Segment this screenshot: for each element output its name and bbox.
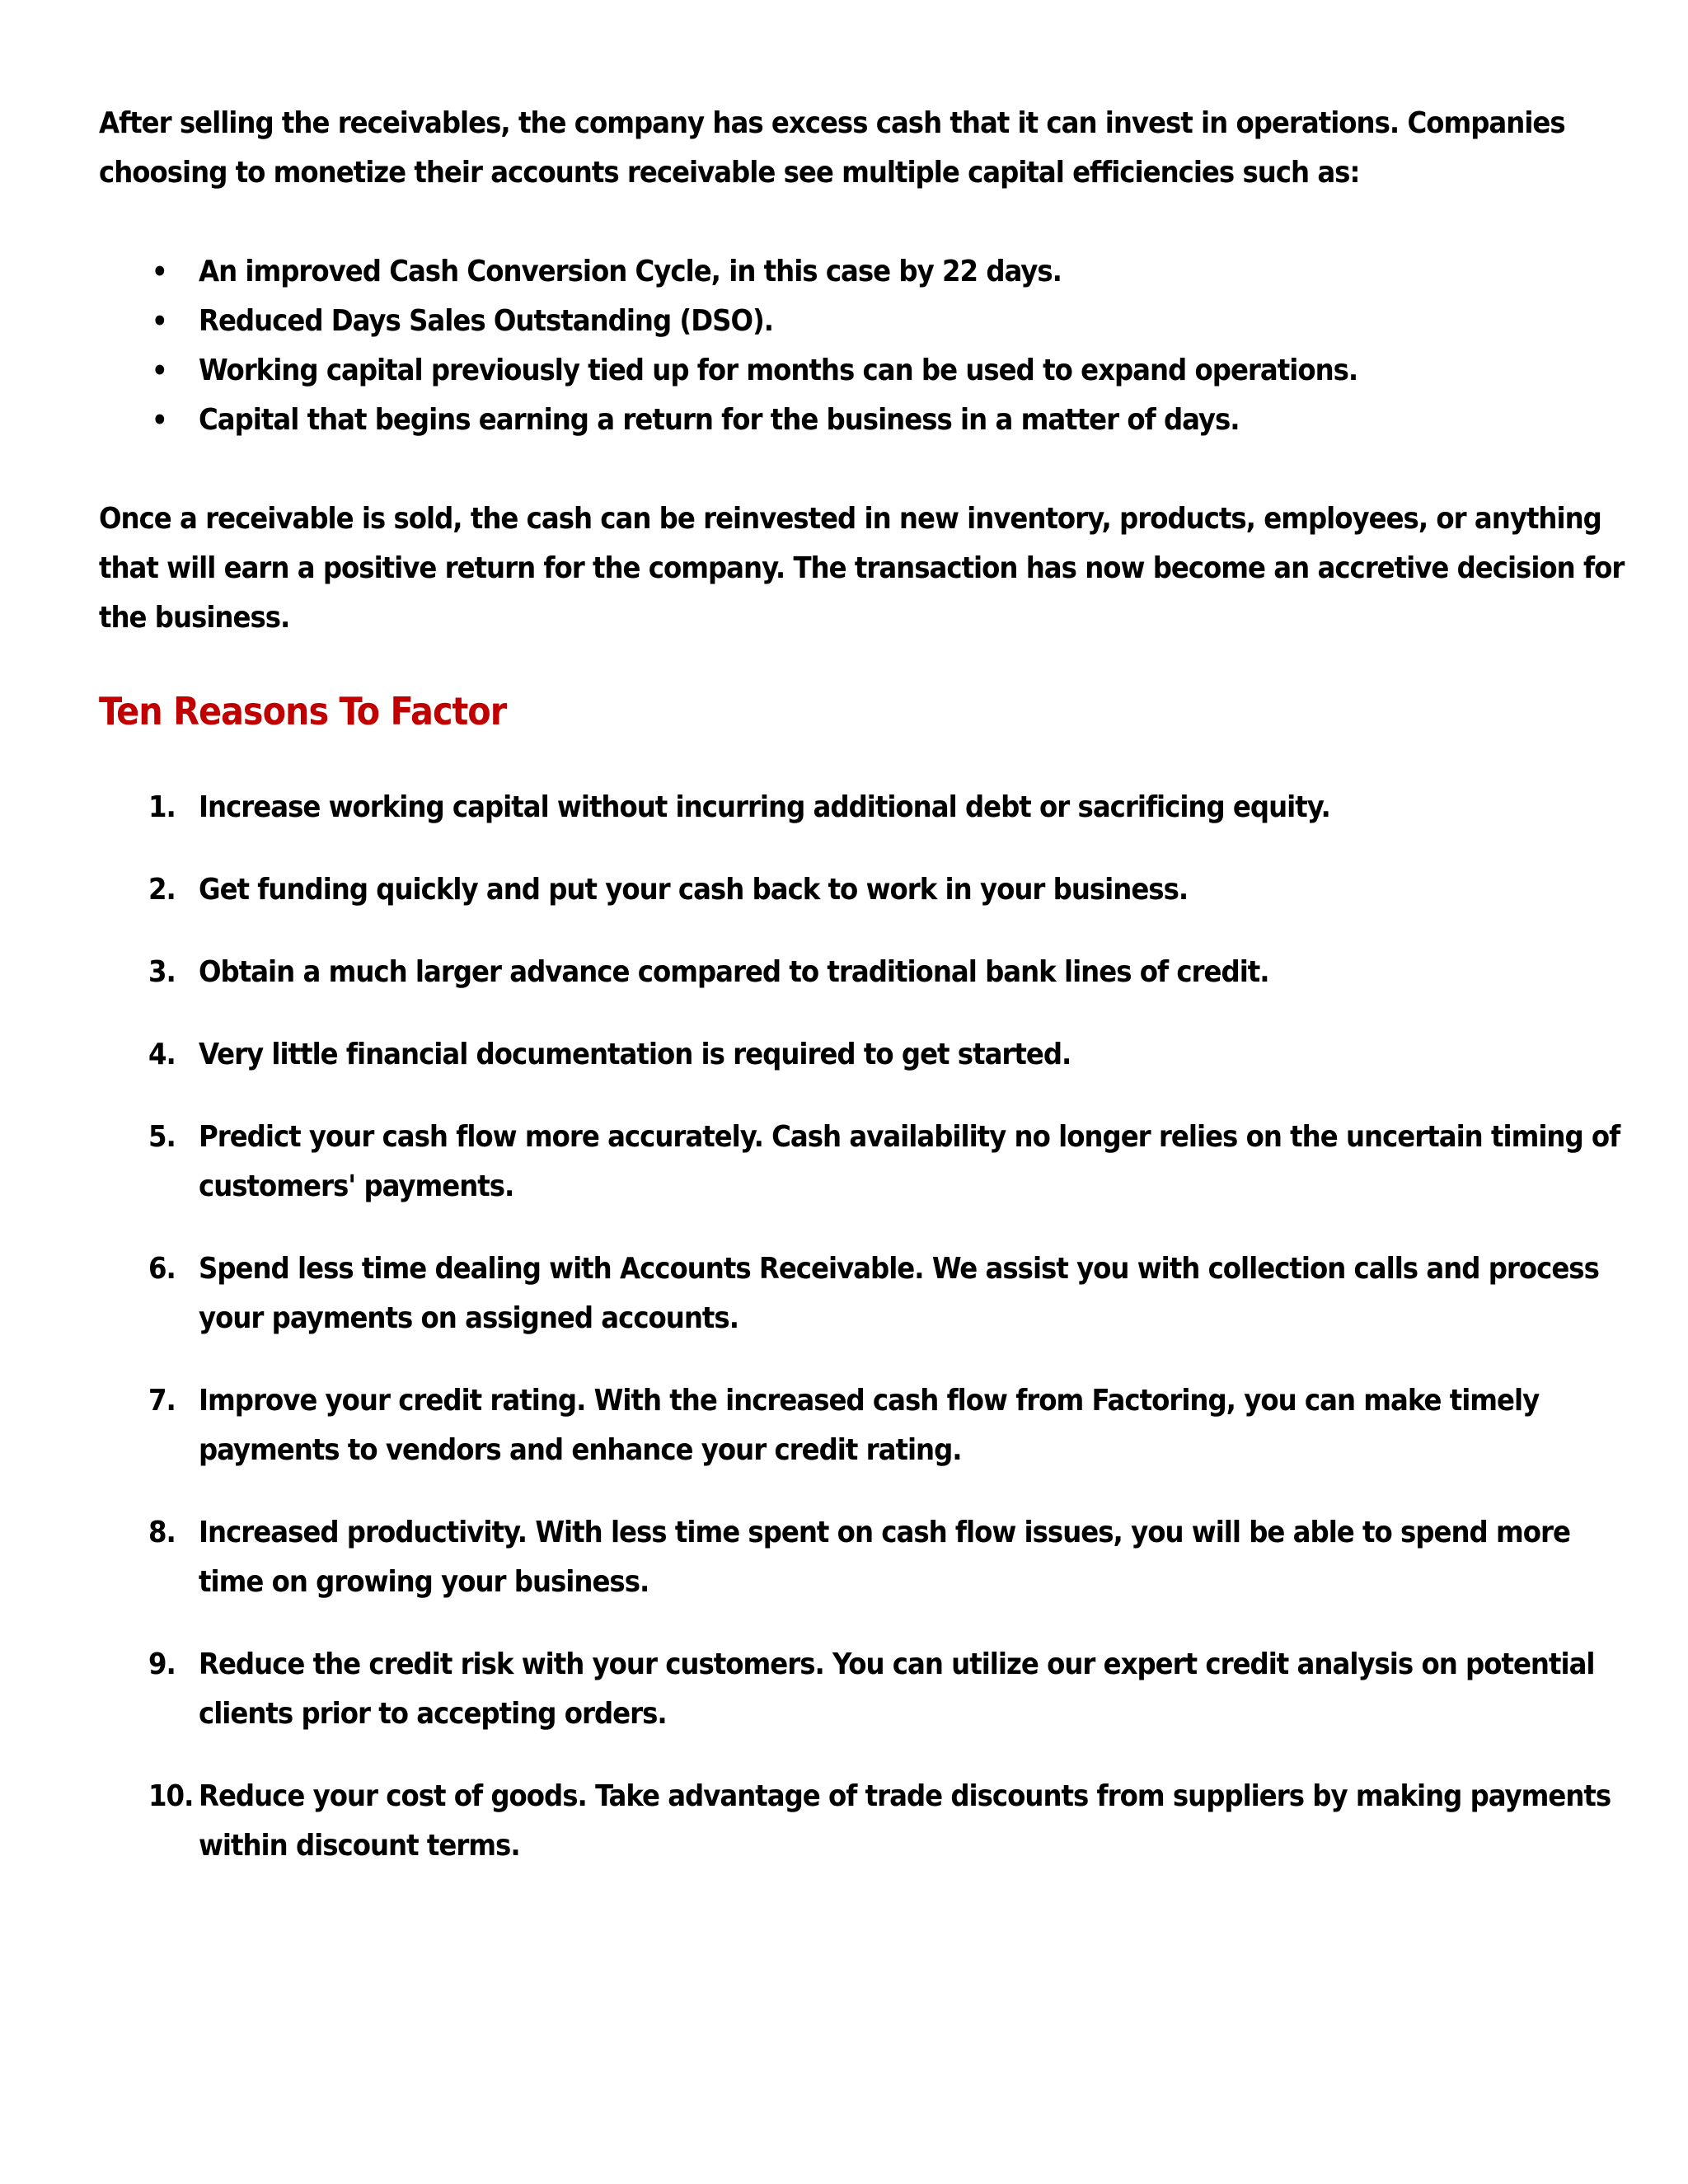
reason-number: 8. xyxy=(148,1516,176,1549)
intro-paragraph xyxy=(99,99,1582,198)
bullet-item xyxy=(99,346,1357,396)
reason-text xyxy=(199,1376,1539,1475)
efficiency-bullet-list xyxy=(99,247,1357,445)
reason-line: customers' payments. xyxy=(199,1169,514,1203)
reinvest-line: the business. xyxy=(99,601,290,635)
reason-line: within discount terms. xyxy=(199,1829,520,1863)
reason-line: Reduce the credit risk with your customers. You can utilize our expert credit analysis on potential xyxy=(199,1647,1595,1681)
reason-line: Increase working capital without incurring additional debt or sacrificing equity. xyxy=(199,790,1330,824)
reason-line: Spend less time dealing with Accounts Receivable. We assist you with collection calls and process xyxy=(199,1252,1599,1286)
bullet-item xyxy=(99,396,1357,445)
reason-line: Very little financial documentation is required to get started. xyxy=(199,1038,1071,1071)
bullet-item xyxy=(99,247,1357,297)
section-heading: Ten Reasons To Factor xyxy=(99,689,507,733)
reinvest-line: that will earn a positive return for the company. The transaction has now become an accretive decision for xyxy=(99,551,1625,585)
reason-number: 10. xyxy=(148,1779,194,1813)
reason-line: payments to vendors and enhance your credit rating. xyxy=(199,1433,962,1467)
intro-line: choosing to monetize their accounts receivable see multiple capital efficiencies such as: xyxy=(99,156,1360,190)
reason-line: your payments on assigned accounts. xyxy=(199,1301,738,1335)
reason-line: Predict your cash flow more accurately. Cash availability no longer relies on the uncertain timing of xyxy=(199,1120,1620,1154)
reason-text xyxy=(199,1030,1071,1080)
reason-number: 3. xyxy=(148,955,176,989)
reason-number: 7. xyxy=(148,1384,176,1418)
reason-number: 2. xyxy=(148,873,176,907)
reason-number: 1. xyxy=(148,790,176,824)
bullet-text: Working capital previously tied up for months can be used to expand operations. xyxy=(199,354,1358,387)
reason-line: time on growing your business. xyxy=(199,1565,649,1599)
reason-line: Get funding quickly and put your cash back to work in your business. xyxy=(199,873,1189,907)
reinvest-paragraph xyxy=(99,494,1625,643)
reason-line: Increased productivity. With less time spent on cash flow issues, you will be able to spend more xyxy=(199,1516,1570,1549)
reason-number: 4. xyxy=(148,1038,176,1071)
reason-line: Reduce your cost of goods. Take advantage of trade discounts from suppliers by making payments xyxy=(199,1779,1611,1813)
reason-line: clients prior to accepting orders. xyxy=(199,1697,667,1731)
reason-number: 9. xyxy=(148,1647,176,1681)
reason-text xyxy=(199,1244,1599,1343)
reinvest-line: Once a receivable is sold, the cash can be reinvested in new inventory, products, employees, or anything xyxy=(99,502,1601,536)
reason-text xyxy=(199,1508,1570,1607)
reason-text xyxy=(199,1772,1611,1871)
bullet-icon: • xyxy=(152,404,167,437)
reason-text xyxy=(199,1640,1595,1739)
reason-text xyxy=(199,865,1188,915)
reason-text xyxy=(199,948,1269,997)
bullet-item xyxy=(99,297,1357,346)
bullet-icon: • xyxy=(152,354,167,387)
bullet-icon: • xyxy=(152,305,167,338)
reason-text xyxy=(199,1113,1620,1212)
bullet-icon: • xyxy=(152,255,167,288)
bullet-text: Reduced Days Sales Outstanding (DSO). xyxy=(199,304,774,338)
reason-number: 5. xyxy=(148,1120,176,1154)
reason-number: 6. xyxy=(148,1252,176,1286)
reason-line: Obtain a much larger advance compared to traditional bank lines of credit. xyxy=(199,955,1269,989)
reason-line: Improve your credit rating. With the increased cash flow from Factoring, you can make timely xyxy=(199,1384,1540,1418)
intro-line: After selling the receivables, the company has excess cash that it can invest in operations. Companies xyxy=(99,106,1565,140)
bullet-text: An improved Cash Conversion Cycle, in this case by 22 days. xyxy=(199,255,1062,288)
bullet-text: Capital that begins earning a return for the business in a matter of days. xyxy=(199,403,1240,437)
reason-text xyxy=(199,783,1330,832)
